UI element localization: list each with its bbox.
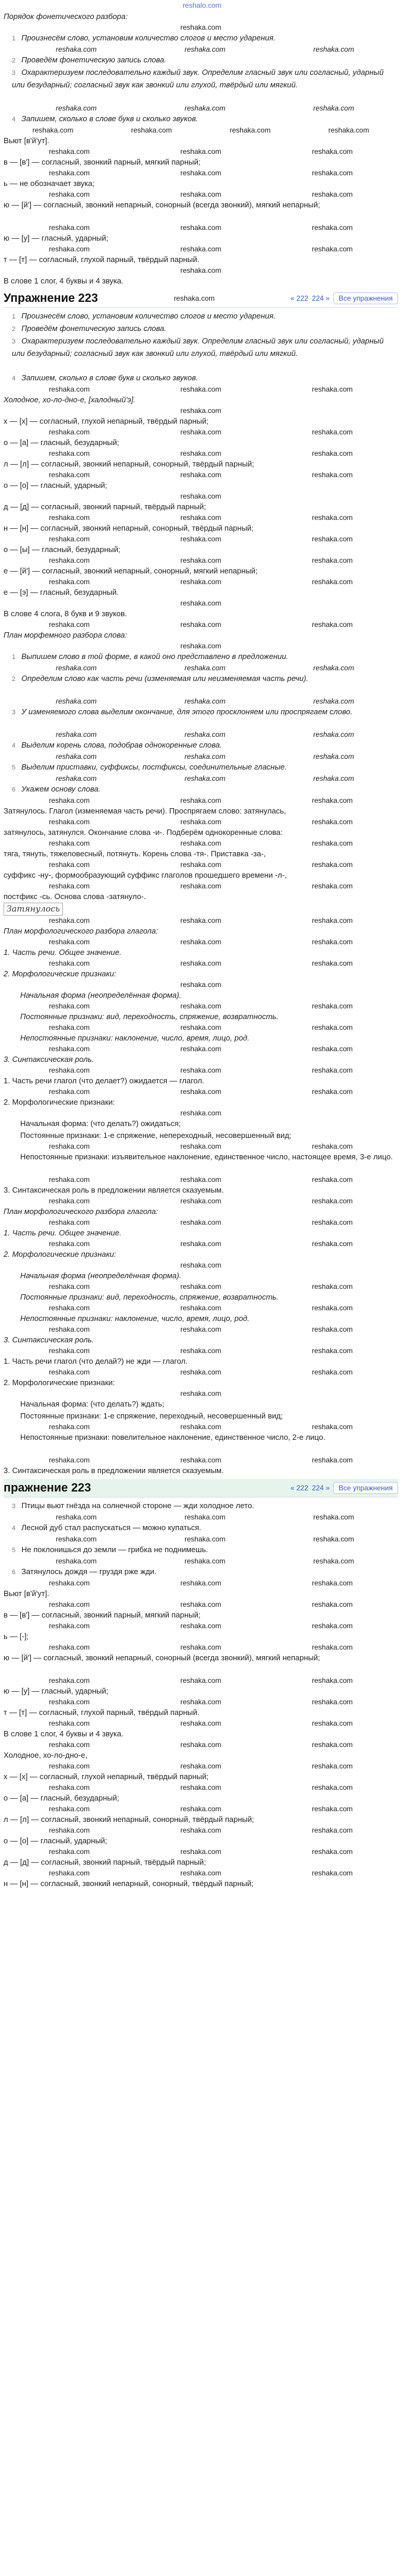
next-exercise-link[interactable]: 224 » bbox=[311, 1484, 330, 1492]
prev-exercise-link[interactable]: « 222 bbox=[290, 294, 308, 302]
phonetic-summary: В слове 4 слога, 8 букв и 9 звуков. bbox=[4, 609, 127, 618]
watermark-row: reshaka.com reshaka.com reshaka.com bbox=[55, 1513, 354, 1521]
watermark-row: reshaka.com reshaka.com reshaka.com bbox=[49, 1676, 353, 1685]
exercise-header bbox=[4, 1479, 398, 1497]
watermark-row: reshaka.com reshaka.com reshaka.com bbox=[49, 556, 353, 565]
verb-answer: 1. Часть речи глагол (что делай?) не жди — глагол. bbox=[4, 1357, 188, 1366]
watermark-row: reshaka.com reshaka.com reshaka.com bbox=[55, 1535, 354, 1543]
watermark-row: reshaka.com reshaka.com reshaka.com bbox=[55, 697, 354, 705]
next-exercise-link[interactable]: 224 » bbox=[311, 294, 330, 302]
watermark: reshaka.com bbox=[180, 1261, 222, 1269]
watermark: reshaka.com bbox=[180, 1109, 222, 1117]
exercise-title: Упражнение 223 bbox=[4, 291, 98, 305]
watermark-row: reshaka.com reshaka.com reshaka.com bbox=[49, 1197, 353, 1205]
phonetic-line: о — [ы] — гласный, безударный; bbox=[4, 545, 121, 554]
watermark-row: reshaka.com reshaka.com reshaka.com bbox=[49, 1423, 353, 1431]
phonetic-line: о — [о] — гласный, ударный; bbox=[4, 481, 108, 490]
step-3: 3 Охарактеризуем последовательно каждый звук. Определим гласный звук или согласный, ударный или безударный; согласный звук как звонкий или глухой, твёрдый или мягкий. bbox=[12, 68, 384, 89]
verb-answer-bullet: Начальная форма: (что делать?) ожидаться; bbox=[20, 1119, 181, 1128]
exercise-pager bbox=[291, 292, 398, 304]
watermark-row: reshaka.com reshaka.com reshaka.com bbox=[49, 1218, 353, 1226]
verb-plan-item: 1. Часть речи. Общее значение. bbox=[4, 1228, 122, 1237]
watermark-row: reshaka.com reshaka.com reshaka.com bbox=[49, 1142, 353, 1150]
watermark: reshaka.com bbox=[180, 1389, 222, 1398]
watermark-row: reshaka.com reshaka.com reshaka.com bbox=[49, 1741, 353, 1749]
verb-plan-item: 2. Морфологические признаки: bbox=[4, 969, 116, 978]
watermark-row: reshaka.com reshaka.com reshaka.com bbox=[49, 1762, 353, 1770]
phonetic-line: ю — [у] — гласный, ударный; bbox=[4, 1686, 109, 1695]
watermark-row: reshaka.com reshaka.com reshaka.com bbox=[49, 428, 353, 436]
watermark: reshaka.com bbox=[180, 492, 222, 500]
verb-answer-bullet: Начальная форма: (что делать?) ждать; bbox=[20, 1399, 165, 1408]
sentence-2: 4 Лесной дуб стал распускаться — можно купаться. bbox=[12, 1523, 201, 1532]
watermark-row: reshaka.com reshaka.com reshaka.com bbox=[49, 245, 353, 253]
verb-plan-bullet: Постоянные признаки: вид, переходность, спряжение, возвратность. bbox=[20, 1292, 279, 1301]
morpheme-text: Затянулось. Глагол (изменяемая часть речи). Проспрягаем слово: затянулась, bbox=[4, 806, 286, 815]
verb-answer: 3. Синтаксическая роль в предложении является сказуемым. bbox=[4, 1466, 224, 1475]
phonetic-line: ю — [у] — гласный, ударный; bbox=[4, 234, 109, 242]
phonetic-summary: В слове 1 слог, 4 буквы и 4 звука. bbox=[4, 1729, 124, 1738]
watermark: reshaka.com bbox=[180, 266, 222, 275]
watermark-row: reshaka.com reshaka.com reshaka.com bbox=[49, 1643, 353, 1651]
watermark-row: reshaka.com reshaka.com reshaka.com bbox=[49, 535, 353, 543]
phonetic-line: т — [т] — согласный, глухой парный, твёрдый парный. bbox=[4, 1708, 200, 1717]
watermark-row: reshaka.com reshaka.com reshaka.com bbox=[55, 104, 354, 112]
all-exercises-button[interactable]: Все упражнения bbox=[333, 292, 398, 304]
watermark-row: reshaka.com reshaka.com reshaka.com bbox=[49, 1023, 353, 1032]
watermark-row: reshaka.com reshaka.com reshaka.com bbox=[49, 1066, 353, 1074]
watermark-row: reshaka.com reshaka.com reshaka.com bbox=[49, 860, 353, 869]
step-6: 6 Укажем основу слова. bbox=[12, 784, 101, 793]
watermark-row: reshaka.com reshaka.com reshaka.com bbox=[49, 1087, 353, 1096]
verb-plan-bullet: Непостоянные признаки: наклонение, число, время, лицо, род. bbox=[20, 1314, 250, 1323]
phonetic-line: н — [н] — согласный, звонкий непарный, сонорный, твёрдый парный; bbox=[4, 1879, 254, 1888]
watermark: reshaka.com bbox=[180, 23, 222, 31]
verb-plan-bullet: Постоянные признаки: вид, переходность, спряжение, возвратность. bbox=[20, 1012, 279, 1021]
morpheme-steps bbox=[4, 651, 398, 796]
morpheme-diagram-handwriting: Затянулось bbox=[4, 903, 63, 916]
phonetic-line: л — [л] — согласный, звонкий непарный, сонорный, твёрдый парный; bbox=[4, 1815, 254, 1824]
watermark-row: reshaka.com reshaka.com reshaka.com bbox=[49, 385, 353, 393]
watermark-row: reshaka.com reshaka.com reshaka.com bbox=[49, 1698, 353, 1706]
watermark-row: reshaka.com reshaka.com reshaka.com bbox=[49, 818, 353, 826]
morpheme-handwriting-row bbox=[4, 903, 398, 916]
step-1: 1 Выпишем слово в той форме, в какой оно представлено в предложении. bbox=[12, 652, 289, 661]
watermark-row: reshaka.com reshaka.com reshaka.com bbox=[49, 1368, 353, 1376]
phonetic-line: о — [о] — гласный, ударный; bbox=[4, 1836, 108, 1845]
phonetic-line: ь — [-]; bbox=[4, 1632, 29, 1641]
sentence-3: 5 Не поклонишься до земли — грибка не поднимешь. bbox=[12, 1545, 209, 1554]
watermark-row: reshaka.com reshaka.com reshaka.com bbox=[49, 1600, 353, 1609]
watermark: reshaka.com bbox=[180, 406, 222, 415]
phonetic-line: Вьют [в'й'ут]. bbox=[4, 136, 49, 145]
step-4: 4 Запишем, сколько в слове букв и сколько звуков. bbox=[12, 114, 198, 123]
phonetic-line: ь — не обозначает звука; bbox=[4, 179, 95, 188]
watermark-row: reshaka.com reshaka.com reshaka.com bbox=[49, 1175, 353, 1184]
watermark-row: reshaka.com reshaka.com reshaka.com bbox=[49, 1622, 353, 1630]
phonetic-line: х — [х] — согласный, глухой непарный, твёрдый парный; bbox=[4, 417, 209, 425]
morpheme-text: затянулось, затянулся. Окончание слова -и-. Подберём однокоренные слова: bbox=[4, 828, 283, 837]
verb-plan-item: 3. Синтаксическая роль. bbox=[4, 1055, 94, 1064]
watermark-row: reshaka.com reshaka.com reshaka.com bbox=[49, 1456, 353, 1464]
page-content bbox=[0, 11, 404, 1890]
exercise-pager bbox=[291, 1482, 398, 1494]
phonetic-line: е — [э] — гласный, безударный. bbox=[4, 588, 119, 597]
watermark-row: reshaka.com reshaka.com reshaka.com bbox=[49, 1826, 353, 1834]
phonetic-plan-title: Порядок фонетического разбора: bbox=[4, 12, 128, 21]
watermark-row: reshaka.com reshaka.com reshaka.com bbox=[49, 1304, 353, 1312]
phonetic-line: в — [в'] — согласный, звонкий парный, мягкий парный; bbox=[4, 1610, 201, 1619]
watermark-row: reshaka.com reshaka.com reshaka.com bbox=[49, 620, 353, 629]
watermark-row: reshaka.com reshaka.com reshaka.com bbox=[49, 839, 353, 847]
verb-plan-title: План морфологического разбора глагола: bbox=[4, 1207, 158, 1216]
step-2: 2 Проведём фонетическую запись слова. bbox=[12, 55, 166, 64]
verb-answer: 2. Морфологические признаки: bbox=[4, 1378, 115, 1387]
verb-answer-bullet: Непостоянные признаки: изъявительное наклонение, единственное число, настоящее время, 3-е лицо. bbox=[20, 1152, 393, 1161]
watermark-row: reshaka.com reshaka.com reshaka.com reshaka.com bbox=[32, 126, 370, 134]
phonetic-line: Холодное, хо-ло-дно-е, bbox=[4, 1751, 87, 1760]
step-1: 1 Произнесём слово, установим количество слогов и место ударения. bbox=[12, 33, 276, 42]
sentence-4: 6 Затянулось дождя — груздя рже жди. bbox=[12, 1567, 157, 1576]
watermark: reshaka.com bbox=[180, 980, 222, 989]
verb-answer: 1. Часть речи глагол (что делает?) ожидается — глагол. bbox=[4, 1076, 204, 1085]
morpheme-text: суффикс -ну-, формообразующий суффикс глаголов прошедшего времени -л-, bbox=[4, 871, 287, 879]
verb-answer: 2. Морфологические признаки: bbox=[4, 1098, 115, 1106]
phonetic-steps bbox=[4, 310, 398, 384]
step-1: 1 Произнесём слово, установим количество слогов и место ударения. bbox=[12, 311, 276, 320]
verb-plan-item: 2. Морфологические признаки: bbox=[4, 1250, 116, 1259]
phonetic-line: в — [в'] — согласный, звонкий парный, мягкий парный; bbox=[4, 157, 201, 166]
phonetic-line: д — [д] — согласный, звонкий парный, твёрдый парный; bbox=[4, 502, 206, 511]
watermark-row: reshaka.com reshaka.com reshaka.com bbox=[49, 449, 353, 458]
watermark-row: reshaka.com reshaka.com reshaka.com bbox=[49, 1240, 353, 1248]
watermark: reshaka.com bbox=[180, 599, 222, 607]
watermark-row: reshaka.com reshaka.com reshaka.com bbox=[49, 471, 353, 479]
phonetic-line: х — [х] — согласный, глухой непарный, твёрдый парный; bbox=[4, 1772, 209, 1781]
morpheme-plan-title: План морфемного разбора слова: bbox=[4, 630, 127, 639]
phonetic-line: д — [д] — согласный, звонкий парный, твёрдый парный; bbox=[4, 1858, 206, 1866]
verb-answer-bullet: Постоянные признаки: 1-е спряжение, непереходный, несовершенный вид; bbox=[20, 1131, 292, 1140]
phonetic-line: ю — [й'] — согласный, звонкий непарный, сонорный (всегда звонкий), мягкий непарный; bbox=[4, 1653, 320, 1662]
watermark-row: reshaka.com reshaka.com reshaka.com bbox=[49, 1325, 353, 1333]
verb-plan-title: План морфологического разбора глагола: bbox=[4, 926, 158, 935]
watermark-row: reshaka.com reshaka.com reshaka.com bbox=[49, 223, 353, 232]
watermark-row: reshaka.com reshaka.com reshaka.com bbox=[55, 774, 354, 783]
step-4: 4 Запишем, сколько в слове букв и сколько звуков. bbox=[12, 373, 198, 382]
watermark-row: reshaka.com reshaka.com reshaka.com bbox=[49, 513, 353, 522]
all-exercises-button[interactable]: Все упражнения bbox=[333, 1482, 398, 1494]
watermark-row: reshaka.com reshaka.com reshaka.com bbox=[55, 664, 354, 672]
watermark-row: reshaka.com reshaka.com reshaka.com bbox=[49, 1847, 353, 1856]
phonetic-steps bbox=[4, 32, 398, 125]
phonetic-line: ю — [й'] — согласный, звонкий непарный, сонорный (всегда звонкий), мягкий непарный; bbox=[4, 200, 320, 209]
watermark-row: reshaka.com reshaka.com reshaka.com bbox=[49, 1869, 353, 1877]
watermark-row: reshaka.com reshaka.com reshaka.com bbox=[49, 796, 353, 805]
watermark-row: reshaka.com reshaka.com reshaka.com bbox=[55, 752, 354, 761]
watermark-row: reshaka.com reshaka.com reshaka.com bbox=[49, 938, 353, 946]
phonetic-line: е — [й'] — согласный, звонкий непарный, сонорный, мягкий непарный; bbox=[4, 566, 258, 575]
verb-plan-item: 1. Часть речи. Общее значение. bbox=[4, 948, 122, 957]
prev-exercise-link[interactable]: « 222 bbox=[290, 1484, 308, 1492]
watermark-row: reshaka.com reshaka.com reshaka.com bbox=[49, 1783, 353, 1792]
watermark-row: reshaka.com reshaka.com reshaka.com bbox=[49, 1282, 353, 1291]
watermark-row: reshaka.com reshaka.com reshaka.com bbox=[49, 1719, 353, 1727]
watermark-row: reshaka.com reshaka.com reshaka.com bbox=[55, 730, 354, 739]
watermark-row: reshaka.com reshaka.com reshaka.com bbox=[49, 1045, 353, 1053]
watermark-row: reshaka.com reshaka.com reshaka.com bbox=[49, 147, 353, 156]
phonetic-line: н — [н] — согласный, звонкий непарный, сонорный, твёрдый парный; bbox=[4, 524, 254, 532]
sentence-1: 3 Птицы вьют гнёзда на солнечной стороне — жди холодное лето. bbox=[12, 1501, 254, 1510]
verb-plan-bullet: Непостоянные признаки: наклонение, число, время, лицо, род. bbox=[20, 1033, 250, 1042]
exercise-header: Упражнение 223 reshaka.com « 222 224 » Все упражнения bbox=[4, 289, 398, 308]
phonetic-line: Холодное, хо-ло-дно-е, [халодный'э]. bbox=[4, 395, 135, 404]
verb-plan-bullet: Начальная форма (неопределённая форма). bbox=[20, 991, 182, 999]
step-2: 2 Проведём фонетическую запись слова. bbox=[12, 324, 166, 333]
phonetic-line: о — [а] — гласный, безударный; bbox=[4, 438, 119, 447]
morpheme-text: тяга, тянуть, тяжеловесный, потянуть. Корень слова -тя-. Приставка -за-, bbox=[4, 849, 266, 858]
morpheme-text: постфикс -сь. Основа слова -затянуло-. bbox=[4, 892, 146, 901]
watermark-row: reshaka.com reshaka.com reshaka.com bbox=[49, 1002, 353, 1010]
verb-answer: 3. Синтаксическая роль в предложении является сказуемым. bbox=[4, 1185, 224, 1194]
watermark-row: reshaka.com reshaka.com reshaka.com bbox=[49, 916, 353, 925]
watermark-row: reshaka.com reshaka.com reshaka.com bbox=[55, 45, 354, 53]
step-3: 3 Охарактеризуем последовательно каждый звук. Определим гласный звук или согласный, ударный или безударный; согласный звук как звонкий или глухой, твёрдый или мягкий. bbox=[12, 336, 384, 358]
verb-plan-bullet: Начальная форма (неопределённая форма). bbox=[20, 1271, 182, 1280]
step-2: 2 Определим слово как часть речи (изменяемая или неизменяемая часть речи). bbox=[12, 674, 308, 683]
phonetic-line: л — [л] — согласный, звонкий непарный, сонорный, твёрдый парный; bbox=[4, 459, 254, 468]
exercise-sentences bbox=[4, 1500, 398, 1578]
phonetic-line: о — [а] — гласный, безударный; bbox=[4, 1793, 119, 1802]
watermark-row: reshaka.com reshaka.com reshaka.com bbox=[49, 1805, 353, 1813]
watermark-row: reshaka.com reshaka.com reshaka.com bbox=[49, 578, 353, 586]
step-3: 3 У изменяемого слова выделим окончание, для этого просклоняем или проспрягаем слово. bbox=[12, 707, 353, 716]
exercise-title: пражнение 223 bbox=[4, 1481, 91, 1494]
watermark-row: reshaka.com reshaka.com reshaka.com bbox=[55, 1557, 354, 1565]
watermark-row: reshaka.com reshaka.com reshaka.com bbox=[49, 959, 353, 967]
verb-plan-item: 3. Синтаксическая роль. bbox=[4, 1335, 94, 1344]
watermark: reshaka.com bbox=[180, 642, 222, 650]
watermark-row: reshaka.com reshaka.com reshaka.com bbox=[49, 169, 353, 177]
verb-answer-bullet: Постоянные признаки: 1-е спряжение, переходный, несовершенный вид; bbox=[20, 1411, 283, 1420]
watermark-row: reshaka.com reshaka.com reshaka.com bbox=[49, 1347, 353, 1355]
watermark-row: reshaka.com reshaka.com reshaka.com bbox=[49, 882, 353, 890]
phonetic-summary: В слове 1 слог, 4 буквы и 4 звука. bbox=[4, 276, 124, 285]
watermark-row: reshaka.com reshaka.com reshaka.com bbox=[49, 1579, 353, 1587]
step-4: 4 Выделим корень слова, подобрав однокоренные слова. bbox=[12, 740, 222, 749]
phonetic-line: Вьют [в'й'ут]. bbox=[4, 1589, 49, 1598]
watermark-row: reshaka.com reshaka.com reshaka.com bbox=[49, 190, 353, 198]
step-5: 5 Выделим приставки, суффиксы, постфиксы, соединительные гласные. bbox=[12, 762, 287, 771]
verb-answer-bullet: Непостоянные признаки: повелительное наклонение, единственное число, 2-е лицо. bbox=[20, 1433, 326, 1442]
site-name: reshalo.com bbox=[182, 1, 222, 10]
phonetic-line: т — [т] — согласный, глухой парный, твёрдый парный. bbox=[4, 255, 200, 264]
